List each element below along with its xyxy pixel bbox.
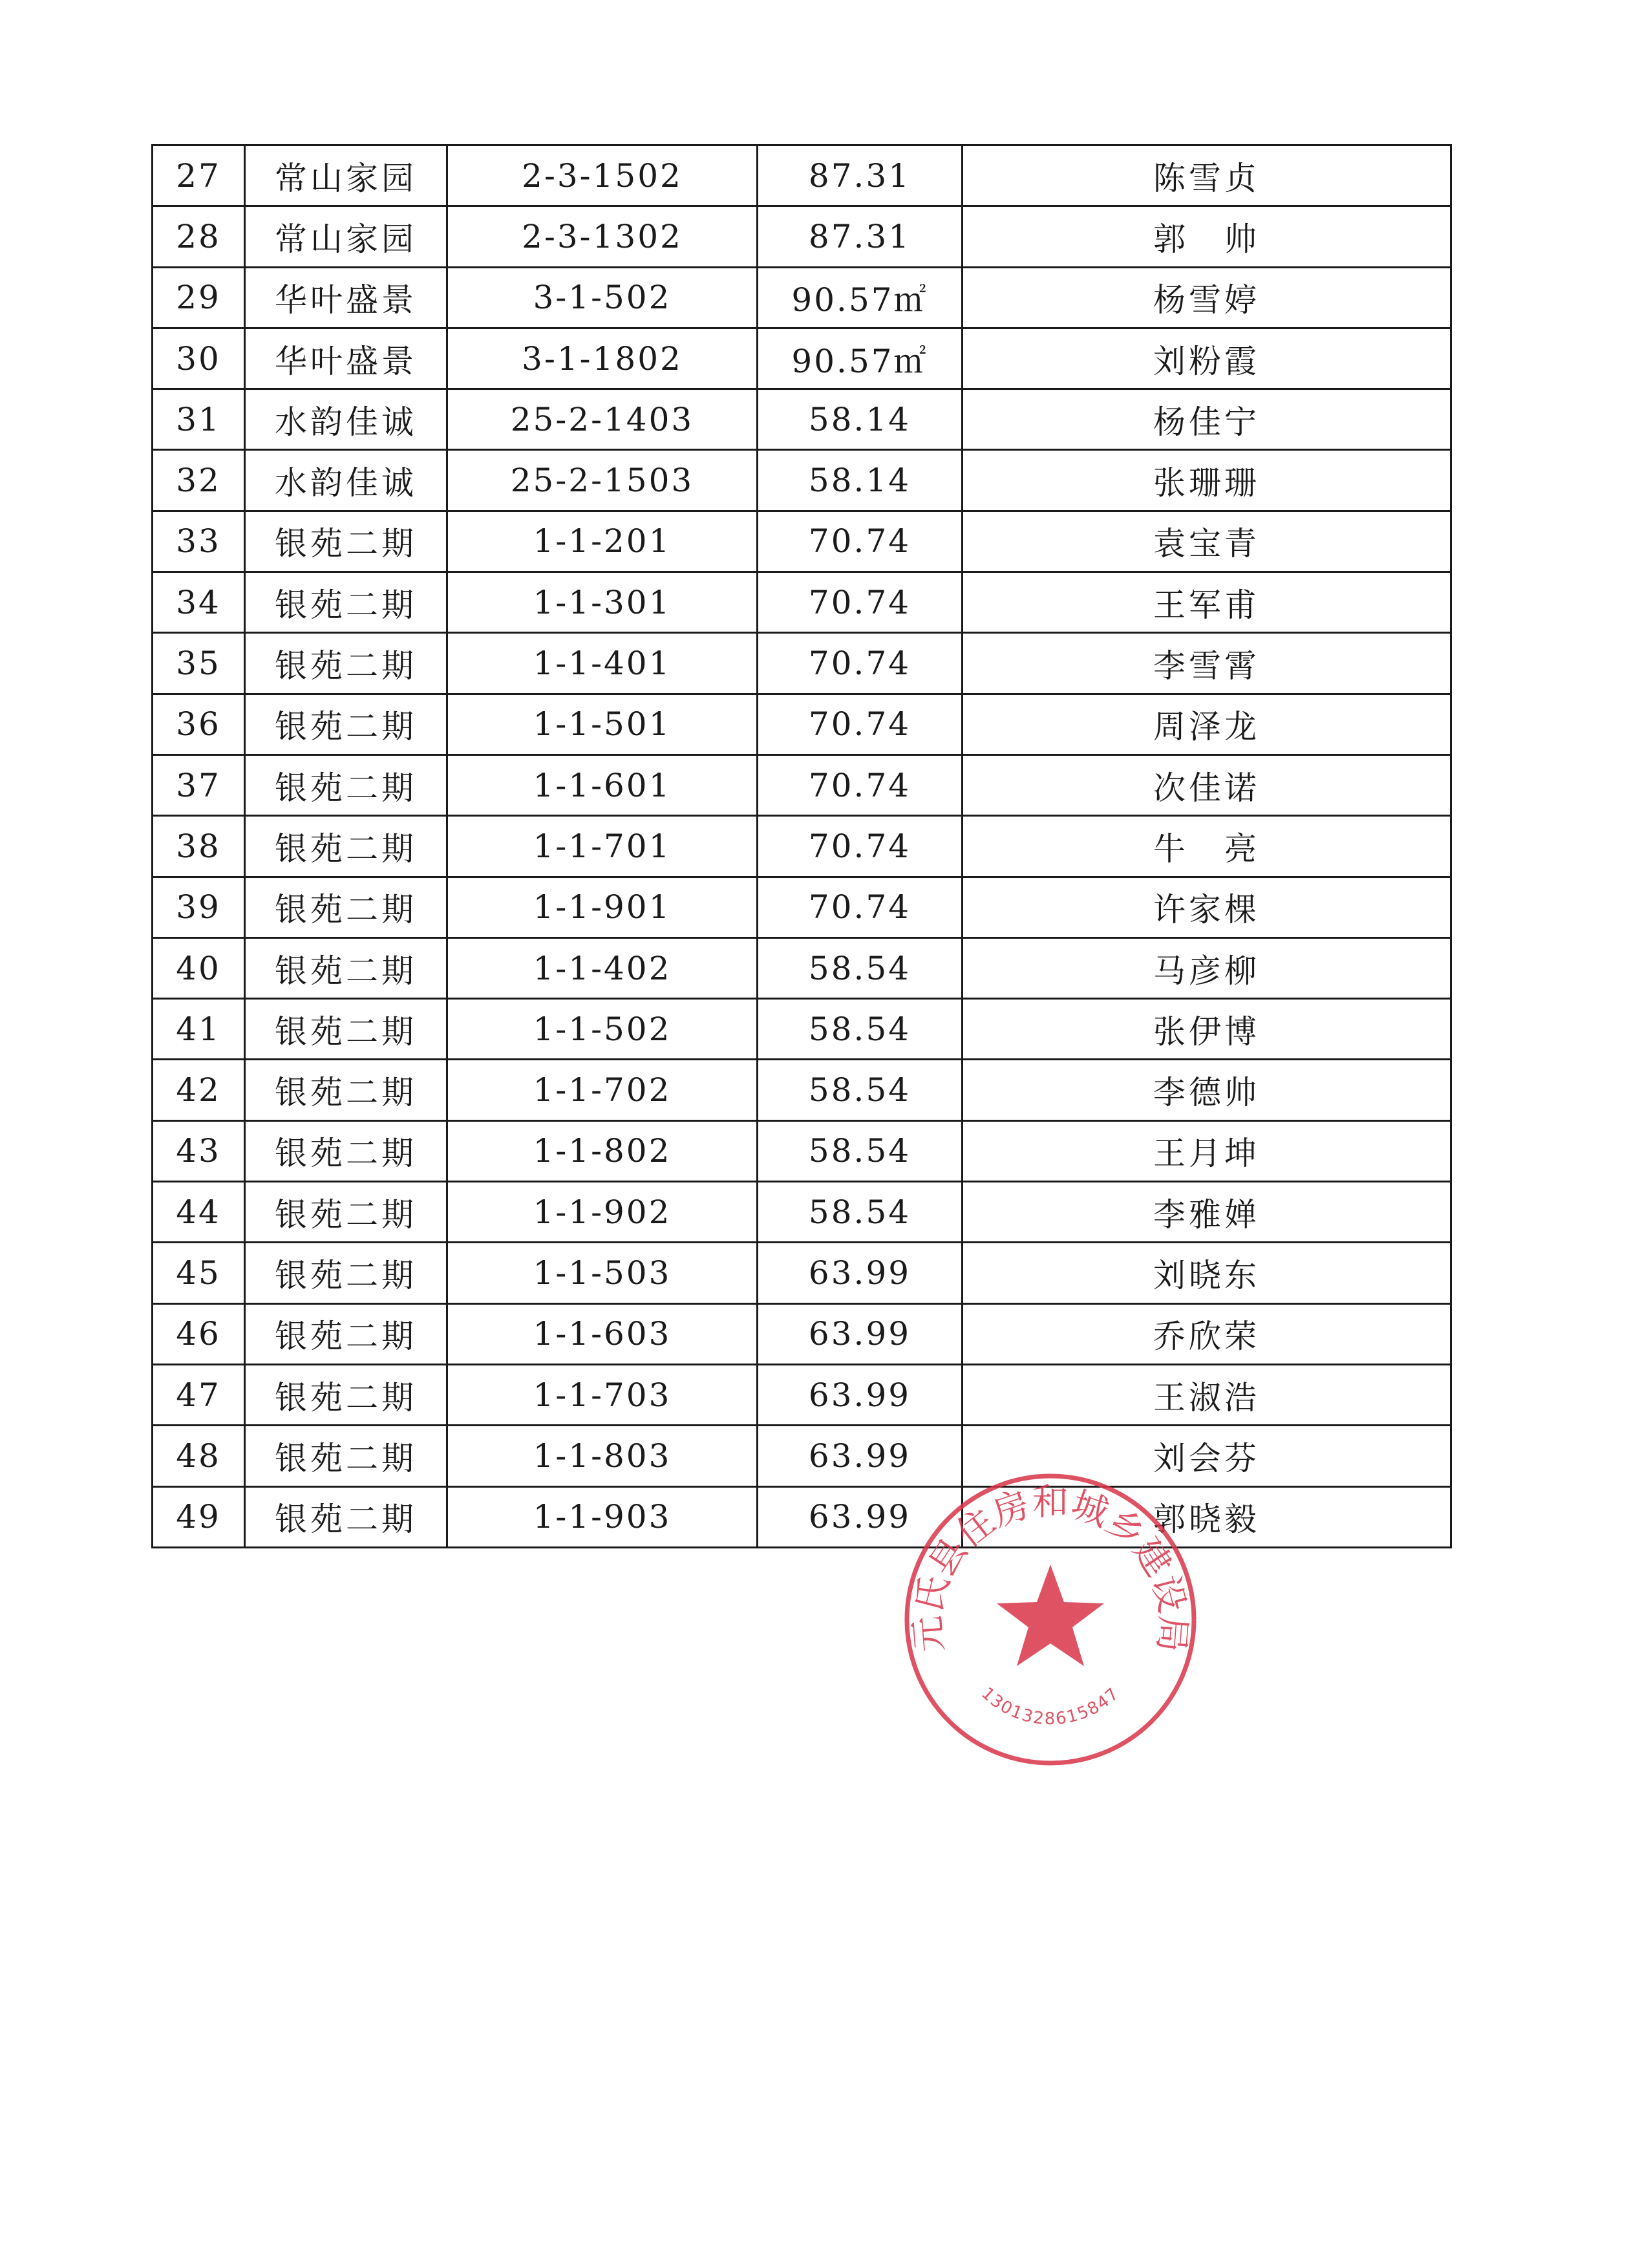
resident-name: 王军甫 xyxy=(963,572,1451,633)
unit-number: 1-1-703 xyxy=(447,1364,758,1425)
project-name: 银苑二期 xyxy=(245,937,447,998)
resident-name: 杨雪婷 xyxy=(963,267,1451,328)
resident-name: 张伊博 xyxy=(963,999,1451,1060)
project-name: 银苑二期 xyxy=(245,1303,447,1364)
table-row xyxy=(153,1486,1451,1547)
unit-number: 1-1-603 xyxy=(447,1303,758,1364)
floor-area: 70.74 xyxy=(758,572,963,633)
project-name: 银苑二期 xyxy=(245,1364,447,1425)
row-number: 37 xyxy=(153,754,245,815)
row-number: 27 xyxy=(153,145,245,206)
floor-area: 70.74 xyxy=(758,877,963,937)
official-seal xyxy=(899,1468,1202,1771)
resident-name: 周泽龙 xyxy=(963,694,1451,754)
table-body xyxy=(153,145,1451,1548)
project-name: 常山家园 xyxy=(245,206,447,267)
project-name: 银苑二期 xyxy=(245,572,447,633)
unit-number: 1-1-903 xyxy=(447,1486,758,1547)
floor-area: 87.31 xyxy=(758,206,963,267)
resident-name: 郭 帅 xyxy=(963,206,1451,267)
project-name: 银苑二期 xyxy=(245,1182,447,1243)
unit-number: 1-1-901 xyxy=(447,877,758,937)
resident-name: 牛 亮 xyxy=(963,816,1451,877)
table-row xyxy=(153,999,1451,1060)
table-row xyxy=(153,816,1451,877)
seal-org-text: 元氏县住房和城乡建设局 xyxy=(906,1481,1195,1654)
table-row xyxy=(153,328,1451,389)
table-row xyxy=(153,572,1451,633)
floor-area: 58.54 xyxy=(758,999,963,1060)
table-row xyxy=(153,1364,1451,1425)
resident-name: 王淑浩 xyxy=(963,1364,1451,1425)
resident-name: 陈雪贞 xyxy=(963,145,1451,206)
table-row xyxy=(153,267,1451,328)
row-number: 35 xyxy=(153,633,245,694)
table-row xyxy=(153,754,1451,815)
row-number: 40 xyxy=(153,937,245,998)
unit-number: 1-1-502 xyxy=(447,999,758,1060)
resident-name: 杨佳宁 xyxy=(963,389,1451,450)
table-row xyxy=(153,145,1451,206)
resident-name: 刘会芬 xyxy=(963,1426,1451,1486)
resident-name: 王月坤 xyxy=(963,1120,1451,1181)
table-row xyxy=(153,206,1451,267)
floor-area: 90.57㎡ xyxy=(758,267,963,328)
resident-name: 李雪霄 xyxy=(963,633,1451,694)
row-number: 32 xyxy=(153,450,245,511)
table-row xyxy=(153,877,1451,937)
floor-area: 70.74 xyxy=(758,816,963,877)
floor-area: 58.14 xyxy=(758,450,963,511)
unit-number: 1-1-701 xyxy=(447,816,758,877)
project-name: 银苑二期 xyxy=(245,633,447,694)
resident-name: 刘粉霞 xyxy=(963,328,1451,389)
table-row xyxy=(153,389,1451,450)
row-number: 30 xyxy=(153,328,245,389)
floor-area: 90.57㎡ xyxy=(758,328,963,389)
unit-number: 1-1-802 xyxy=(447,1120,758,1181)
row-number: 43 xyxy=(153,1120,245,1181)
table-row xyxy=(153,1243,1451,1303)
resident-name: 李德帅 xyxy=(963,1060,1451,1120)
row-number: 29 xyxy=(153,267,245,328)
floor-area: 70.74 xyxy=(758,694,963,754)
resident-name: 马彦柳 xyxy=(963,937,1451,998)
unit-number: 1-1-902 xyxy=(447,1182,758,1243)
unit-number: 1-1-803 xyxy=(447,1426,758,1486)
row-number: 41 xyxy=(153,999,245,1060)
housing-allocation-table xyxy=(151,144,1452,1548)
floor-area: 70.74 xyxy=(758,754,963,815)
project-name: 银苑二期 xyxy=(245,1120,447,1181)
floor-area: 63.99 xyxy=(758,1486,963,1547)
project-name: 常山家园 xyxy=(245,145,447,206)
row-number: 28 xyxy=(153,206,245,267)
star-icon xyxy=(997,1565,1104,1666)
table-row xyxy=(153,1303,1451,1364)
row-number: 42 xyxy=(153,1060,245,1120)
project-name: 银苑二期 xyxy=(245,511,447,572)
floor-area: 58.54 xyxy=(758,937,963,998)
resident-name: 郭晓毅 xyxy=(963,1486,1451,1547)
table-row xyxy=(153,511,1451,572)
row-number: 33 xyxy=(153,511,245,572)
floor-area: 70.74 xyxy=(758,633,963,694)
project-name: 水韵佳诚 xyxy=(245,389,447,450)
project-name: 银苑二期 xyxy=(245,999,447,1060)
unit-number: 1-1-301 xyxy=(447,572,758,633)
unit-number: 3-1-1802 xyxy=(447,328,758,389)
row-number: 38 xyxy=(153,816,245,877)
seal-code-text: 1301328615847 xyxy=(977,1684,1124,1729)
resident-name: 张珊珊 xyxy=(963,450,1451,511)
resident-name: 袁宝青 xyxy=(963,511,1451,572)
floor-area: 58.54 xyxy=(758,1060,963,1120)
row-number: 36 xyxy=(153,694,245,754)
unit-number: 1-1-402 xyxy=(447,937,758,998)
unit-number: 1-1-702 xyxy=(447,1060,758,1120)
floor-area: 58.54 xyxy=(758,1120,963,1181)
unit-number: 1-1-501 xyxy=(447,694,758,754)
project-name: 银苑二期 xyxy=(245,754,447,815)
project-name: 银苑二期 xyxy=(245,816,447,877)
table-row xyxy=(153,937,1451,998)
floor-area: 63.99 xyxy=(758,1364,963,1425)
row-number: 39 xyxy=(153,877,245,937)
project-name: 银苑二期 xyxy=(245,1060,447,1120)
unit-number: 1-1-601 xyxy=(447,754,758,815)
row-number: 47 xyxy=(153,1364,245,1425)
unit-number: 2-3-1502 xyxy=(447,145,758,206)
row-number: 48 xyxy=(153,1426,245,1486)
resident-name: 许家棵 xyxy=(963,877,1451,937)
resident-name: 刘晓东 xyxy=(963,1243,1451,1303)
floor-area: 87.31 xyxy=(758,145,963,206)
row-number: 44 xyxy=(153,1182,245,1243)
floor-area: 63.99 xyxy=(758,1303,963,1364)
project-name: 银苑二期 xyxy=(245,1486,447,1547)
project-name: 华叶盛景 xyxy=(245,328,447,389)
project-name: 水韵佳诚 xyxy=(245,450,447,511)
unit-number: 1-1-503 xyxy=(447,1243,758,1303)
unit-number: 3-1-502 xyxy=(447,267,758,328)
floor-area: 63.99 xyxy=(758,1243,963,1303)
floor-area: 70.74 xyxy=(758,511,963,572)
row-number: 46 xyxy=(153,1303,245,1364)
unit-number: 1-1-401 xyxy=(447,633,758,694)
row-number: 49 xyxy=(153,1486,245,1547)
resident-name: 次佳诺 xyxy=(963,754,1451,815)
project-name: 银苑二期 xyxy=(245,1426,447,1486)
housing-allocation-table-container xyxy=(151,144,1450,1548)
project-name: 银苑二期 xyxy=(245,877,447,937)
row-number: 45 xyxy=(153,1243,245,1303)
table-row xyxy=(153,450,1451,511)
unit-number: 25-2-1503 xyxy=(447,450,758,511)
row-number: 34 xyxy=(153,572,245,633)
table-row xyxy=(153,1182,1451,1243)
unit-number: 1-1-201 xyxy=(447,511,758,572)
floor-area: 58.54 xyxy=(758,1182,963,1243)
resident-name: 李雅婵 xyxy=(963,1182,1451,1243)
table-row xyxy=(153,633,1451,694)
resident-name: 乔欣荣 xyxy=(963,1303,1451,1364)
floor-area: 63.99 xyxy=(758,1426,963,1486)
project-name: 银苑二期 xyxy=(245,694,447,754)
unit-number: 2-3-1302 xyxy=(447,206,758,267)
floor-area: 58.14 xyxy=(758,389,963,450)
unit-number: 25-2-1403 xyxy=(447,389,758,450)
table-row xyxy=(153,1060,1451,1120)
table-row xyxy=(153,1120,1451,1181)
table-row xyxy=(153,694,1451,754)
row-number: 31 xyxy=(153,389,245,450)
project-name: 华叶盛景 xyxy=(245,267,447,328)
project-name: 银苑二期 xyxy=(245,1243,447,1303)
table-row xyxy=(153,1426,1451,1486)
